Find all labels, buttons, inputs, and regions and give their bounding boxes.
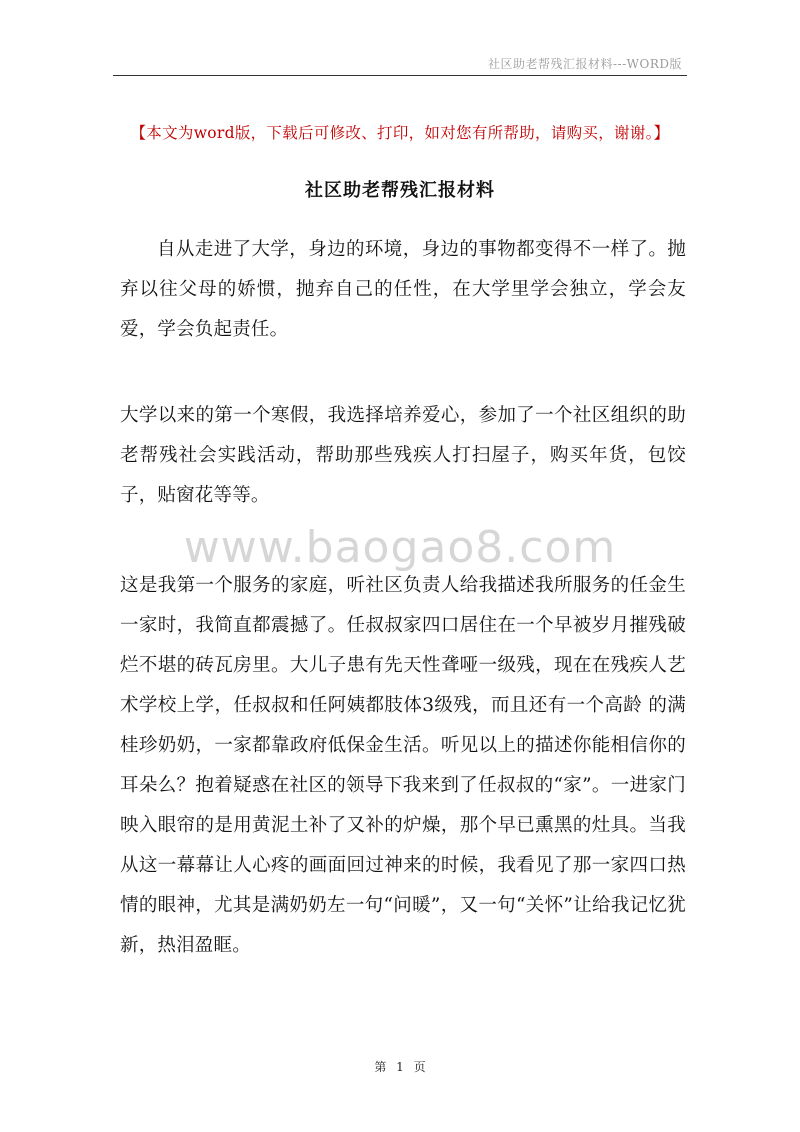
document-title: 社区助老帮残汇报材料 [305, 180, 495, 201]
header-divider [113, 75, 687, 76]
watermark: www.baogao8.com [183, 522, 617, 573]
paragraph-3: 这是我第一个服务的家庭，听社区负责人给我描述我所服务的任金生一家时，我简直都震撼了。任叔叔家四口居住在一个早被岁月摧残破烂不堪的砖瓦房里。大儿子患有先天性聋哑一级残，现在在残疾人艺术学校上学，任叔叔和任阿姨都肢体3级残，而且还有一个高龄 的满桂珍奶奶，一家都靠政府低保金生活。听见以上的描述你能相信你的耳朵么？抱着疑惑在社区的领导下我来到了任叔叔的“家”。一进家门映入眼帘的是用黄泥土补了又补的炉燥，那个早已熏黑的灶具。当我从这一幕幕让人心疼的画面回过神来的时候，我看见了那一家四口热情的眼神，尤其是满奶奶左一句“问暖”，又一句“关怀”让给我记忆犹新，热泪盈眶。 [120, 575, 686, 956]
page-prefix: 第 [374, 1060, 387, 1074]
page-number: 1 [396, 1060, 404, 1074]
running-header: 社区助老帮残汇报材料---WORD版 [488, 57, 682, 71]
paragraph-1: 自从走进了大学，身边的环境，身边的事物都变得不一样了。抛弃以往父母的娇惯，抛弃自己的任性，在大学里学会独立，学会友爱，学会负起责任。 [120, 239, 686, 340]
download-notice: 【本文为word版，下载后可修改、打印，如对您有所帮助，请购买，谢谢。】 [130, 124, 670, 142]
page-suffix: 页 [413, 1060, 426, 1074]
paragraph-2: 大学以来的第一个寒假，我选择培养爱心，参加了一个社区组织的助老帮残社会实践活动，帮助那些残疾人打扫屋子，购买年货，包饺子，贴窗花等等。 [120, 405, 686, 506]
page-footer [0, 1058, 800, 1075]
